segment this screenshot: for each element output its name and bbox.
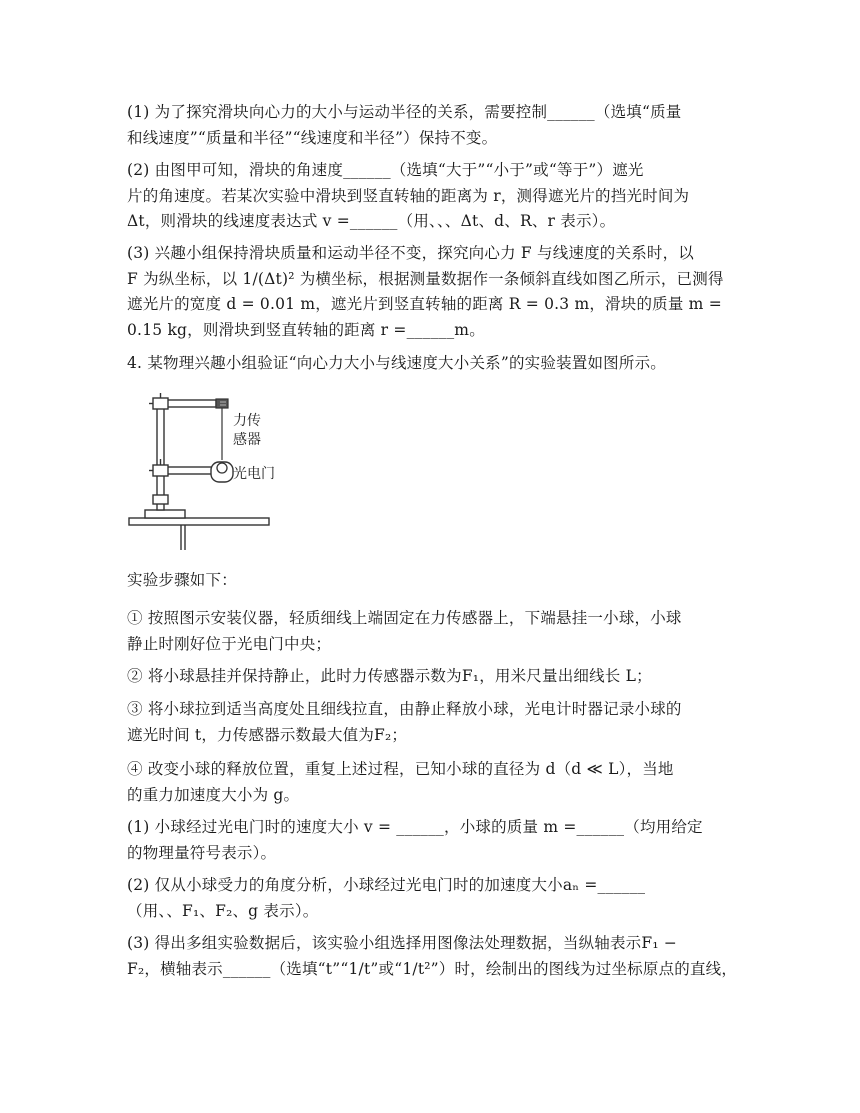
text-line: (1) 小球经过光电门时的速度大小 v = ______，小球的质量 m =______（均用给定 (127, 818, 703, 836)
text-line: ③ 将小球拉到适当高度处且细线拉直，由静止释放小球，光电计时器记录小球的 (127, 700, 682, 718)
text-line: (3) 得出多组实验数据后，该实验小组选择用图像法处理数据，当纵轴表示F₁ − (127, 934, 678, 952)
text-line: 遮光片的宽度 d = 0.01 m，遮光片到竖直转轴的距离 R = 0.3 m，滑块的质量 m = (127, 295, 722, 313)
text-line: 遮光时间 t，力传感器示数最大值为F₂； (127, 725, 408, 744)
force-sensor (216, 399, 228, 408)
table-top (129, 518, 269, 525)
text-line: (2) 仅从小球受力的角度分析，小球经过光电门时的加速度大小aₙ =______ (127, 876, 646, 894)
top-clamp (153, 398, 168, 409)
photogate-label: 光电门 (233, 466, 275, 482)
step-1 (127, 606, 733, 657)
question-4-title (127, 351, 733, 377)
q3-part3-paragraph (127, 241, 733, 343)
vertical-pole (157, 404, 164, 510)
stand-base (145, 510, 185, 518)
top-arm (164, 400, 216, 407)
text-line: 的物理量符号表示）。 (127, 843, 277, 862)
text-line: 4. 某物理兴趣小组验证“向心力大小与线速度大小关系”的实验装置如图所示。 (127, 354, 666, 372)
step-4 (127, 757, 733, 808)
text-line: F 为纵坐标，以 1/(Δt)² 为横坐标，根据测量数据作一条倾斜直线如图乙所示，已测得 (127, 269, 724, 288)
q4-part2-paragraph (127, 873, 733, 924)
apparatus-figure (127, 390, 302, 555)
text-line: 的重力加速度大小为 g。 (127, 785, 300, 804)
q3-part1-paragraph (127, 100, 733, 151)
text-line: 和线速度”“质量和半径”“线速度和半径”）保持不变。 (127, 128, 498, 147)
text-line: Δt，则滑块的线速度表达式 v =______（用、、、Δt、d、R、r 表示）。 (127, 212, 616, 230)
text-line: F₂，横轴表示______（选填“t”“1/t”或“1/t²”）时，绘制出的图线为过坐标原点的直线， (127, 959, 738, 978)
text-line: (2) 由图甲可知，滑块的角速度______（选填“大于”“小于”或“等于”）遮光 (127, 161, 644, 179)
text-line: （用、、F₁、F₂、g 表示）。 (127, 901, 319, 920)
text-line: (3) 兴趣小组保持滑块质量和运动半径不变，探究向心力 F 与线速度的关系时，以 (127, 244, 694, 262)
text-line: ② 将小球悬挂并保持静止，此时力传感器示数为F₁，用米尺量出细线长 L； (127, 667, 652, 685)
text-line: (1) 为了探究滑块向心力的大小与运动半径的关系，需要控制______（选填“质量 (127, 103, 682, 121)
text-line: ① 按照图示安装仪器，轻质细线上端固定在力传感器上，下端悬挂一小球，小球 (127, 609, 682, 627)
text-line: 静止时刚好位于光电门中央； (127, 634, 332, 653)
sensor-label-line2: 感器 (233, 432, 261, 448)
ball (217, 463, 227, 473)
step-3 (127, 697, 733, 748)
text-line: 0.15 kg，则滑块到竖直转轴的距离 r =______m。 (127, 320, 485, 339)
text-line: 实验步骤如下： (127, 571, 237, 589)
q3-part2-paragraph (127, 158, 733, 235)
text-line: 片的角速度。若某次实验中滑块到竖直转轴的距离为 r，测得遮光片的挡光时间为 (127, 186, 690, 205)
sensor-label-line1: 力传 (233, 413, 261, 429)
steps-heading (127, 568, 733, 594)
middle-clamp (153, 465, 168, 476)
q4-part1-paragraph (127, 815, 733, 866)
lower-clamp (153, 495, 168, 504)
q4-part3-paragraph (127, 931, 738, 982)
text-line: ④ 改变小球的释放位置，重复上述过程，已知小球的直径为 d（d ≪ L），当地 (127, 760, 674, 778)
step-2 (127, 664, 733, 690)
